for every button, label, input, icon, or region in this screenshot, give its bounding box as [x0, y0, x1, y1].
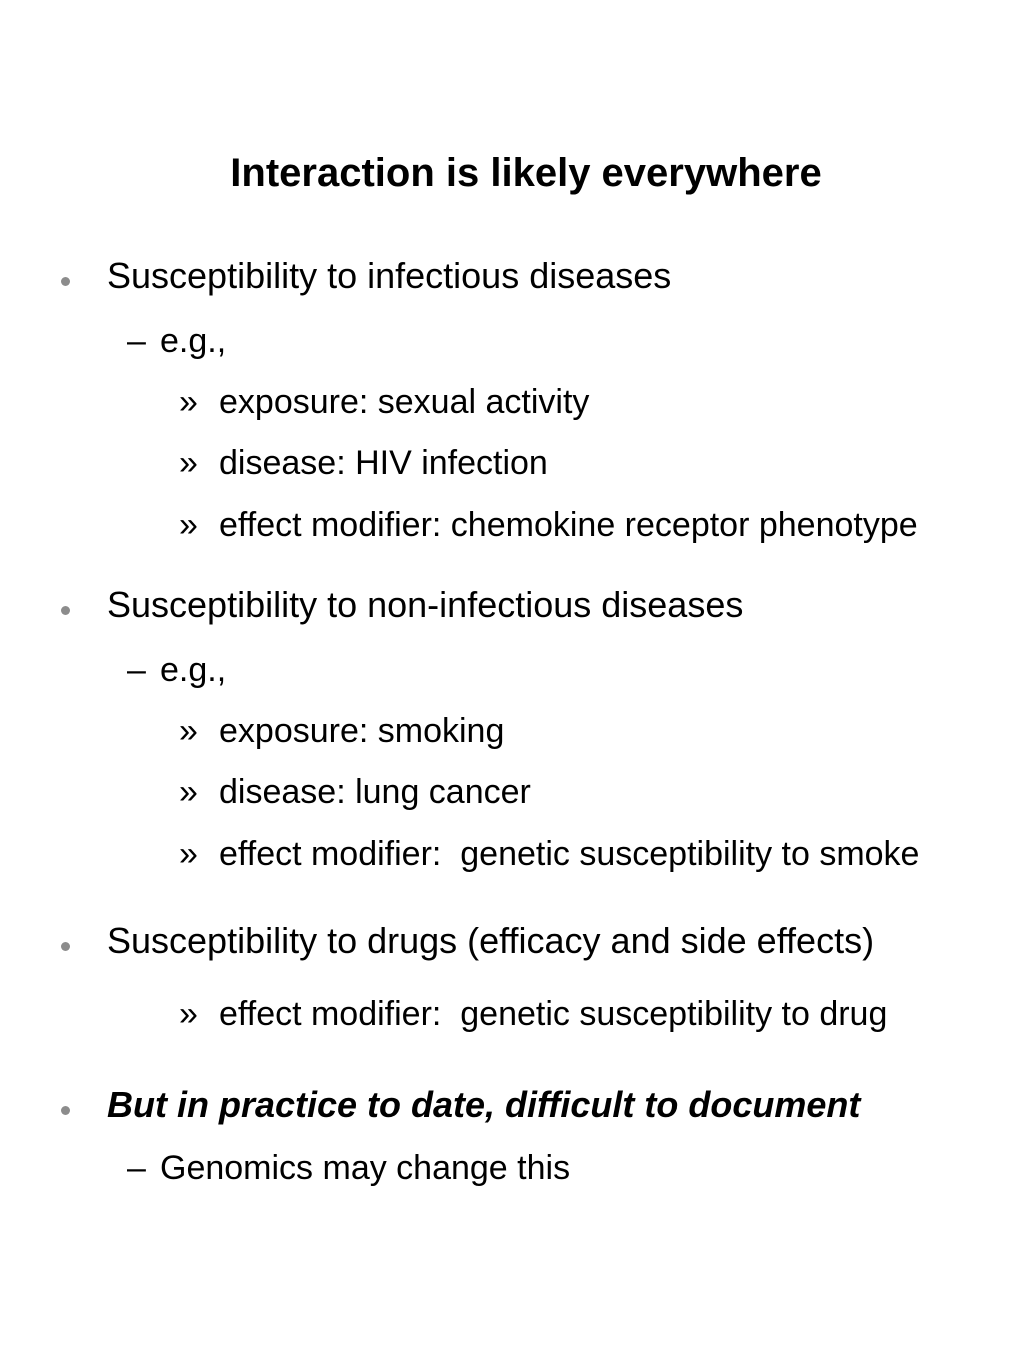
- sub-sub-bullet: [179, 709, 504, 753]
- sub-sub-bullet: [179, 503, 918, 547]
- chevron-marker: »: [179, 444, 198, 482]
- dash-marker: –: [127, 322, 146, 360]
- sub-sub-bullet: [179, 992, 887, 1036]
- bullet-text: Susceptibility to infectious diseases: [107, 255, 672, 296]
- sub-bullet-text: e.g.,: [160, 651, 227, 689]
- sub-sub-bullet: [179, 832, 919, 876]
- sub-sub-bullet-text: disease: HIV infection: [219, 444, 548, 482]
- chevron-marker: »: [179, 712, 198, 750]
- bullet-dot: [61, 277, 70, 286]
- sub-bullet: [127, 1146, 570, 1190]
- sub-sub-bullet-text: effect modifier: genetic susceptibility to drug: [219, 995, 888, 1033]
- bullet-dot: [61, 606, 70, 615]
- sub-sub-bullet-text: disease: lung cancer: [219, 773, 531, 811]
- bullet-text: Susceptibility to non-infectious diseases: [107, 584, 744, 625]
- dash-marker: –: [127, 651, 146, 689]
- dash-marker: –: [127, 1149, 146, 1187]
- bullet-text: Susceptibility to drugs (efficacy and side effects): [107, 920, 875, 961]
- sub-sub-bullet-text: effect modifier: genetic susceptibility to smoke: [219, 835, 920, 873]
- chevron-marker: »: [179, 773, 198, 811]
- sub-bullet-text: Genomics may change this: [160, 1149, 571, 1187]
- sub-bullet: [127, 319, 226, 363]
- sub-sub-bullet: [179, 770, 531, 814]
- bullet-dot: [61, 942, 70, 951]
- chevron-marker: »: [179, 835, 198, 873]
- chevron-marker: »: [179, 506, 198, 544]
- sub-sub-bullet-text: exposure: smoking: [219, 712, 505, 750]
- sub-bullet-text: e.g.,: [160, 322, 227, 360]
- chevron-marker: »: [179, 383, 198, 421]
- bullet-text-emphasis: But in practice to date, difficult to document: [107, 1084, 861, 1125]
- sub-bullet: [127, 648, 226, 692]
- sub-sub-bullet: [179, 441, 548, 485]
- sub-sub-bullet-text: effect modifier: chemokine receptor phenotype: [219, 506, 918, 544]
- bullet-dot: [61, 1106, 70, 1115]
- sub-sub-bullet-text: exposure: sexual activity: [219, 383, 590, 421]
- sub-sub-bullet: [179, 380, 589, 424]
- chevron-marker: »: [179, 995, 198, 1033]
- slide-title: Interaction is likely everywhere: [230, 151, 822, 195]
